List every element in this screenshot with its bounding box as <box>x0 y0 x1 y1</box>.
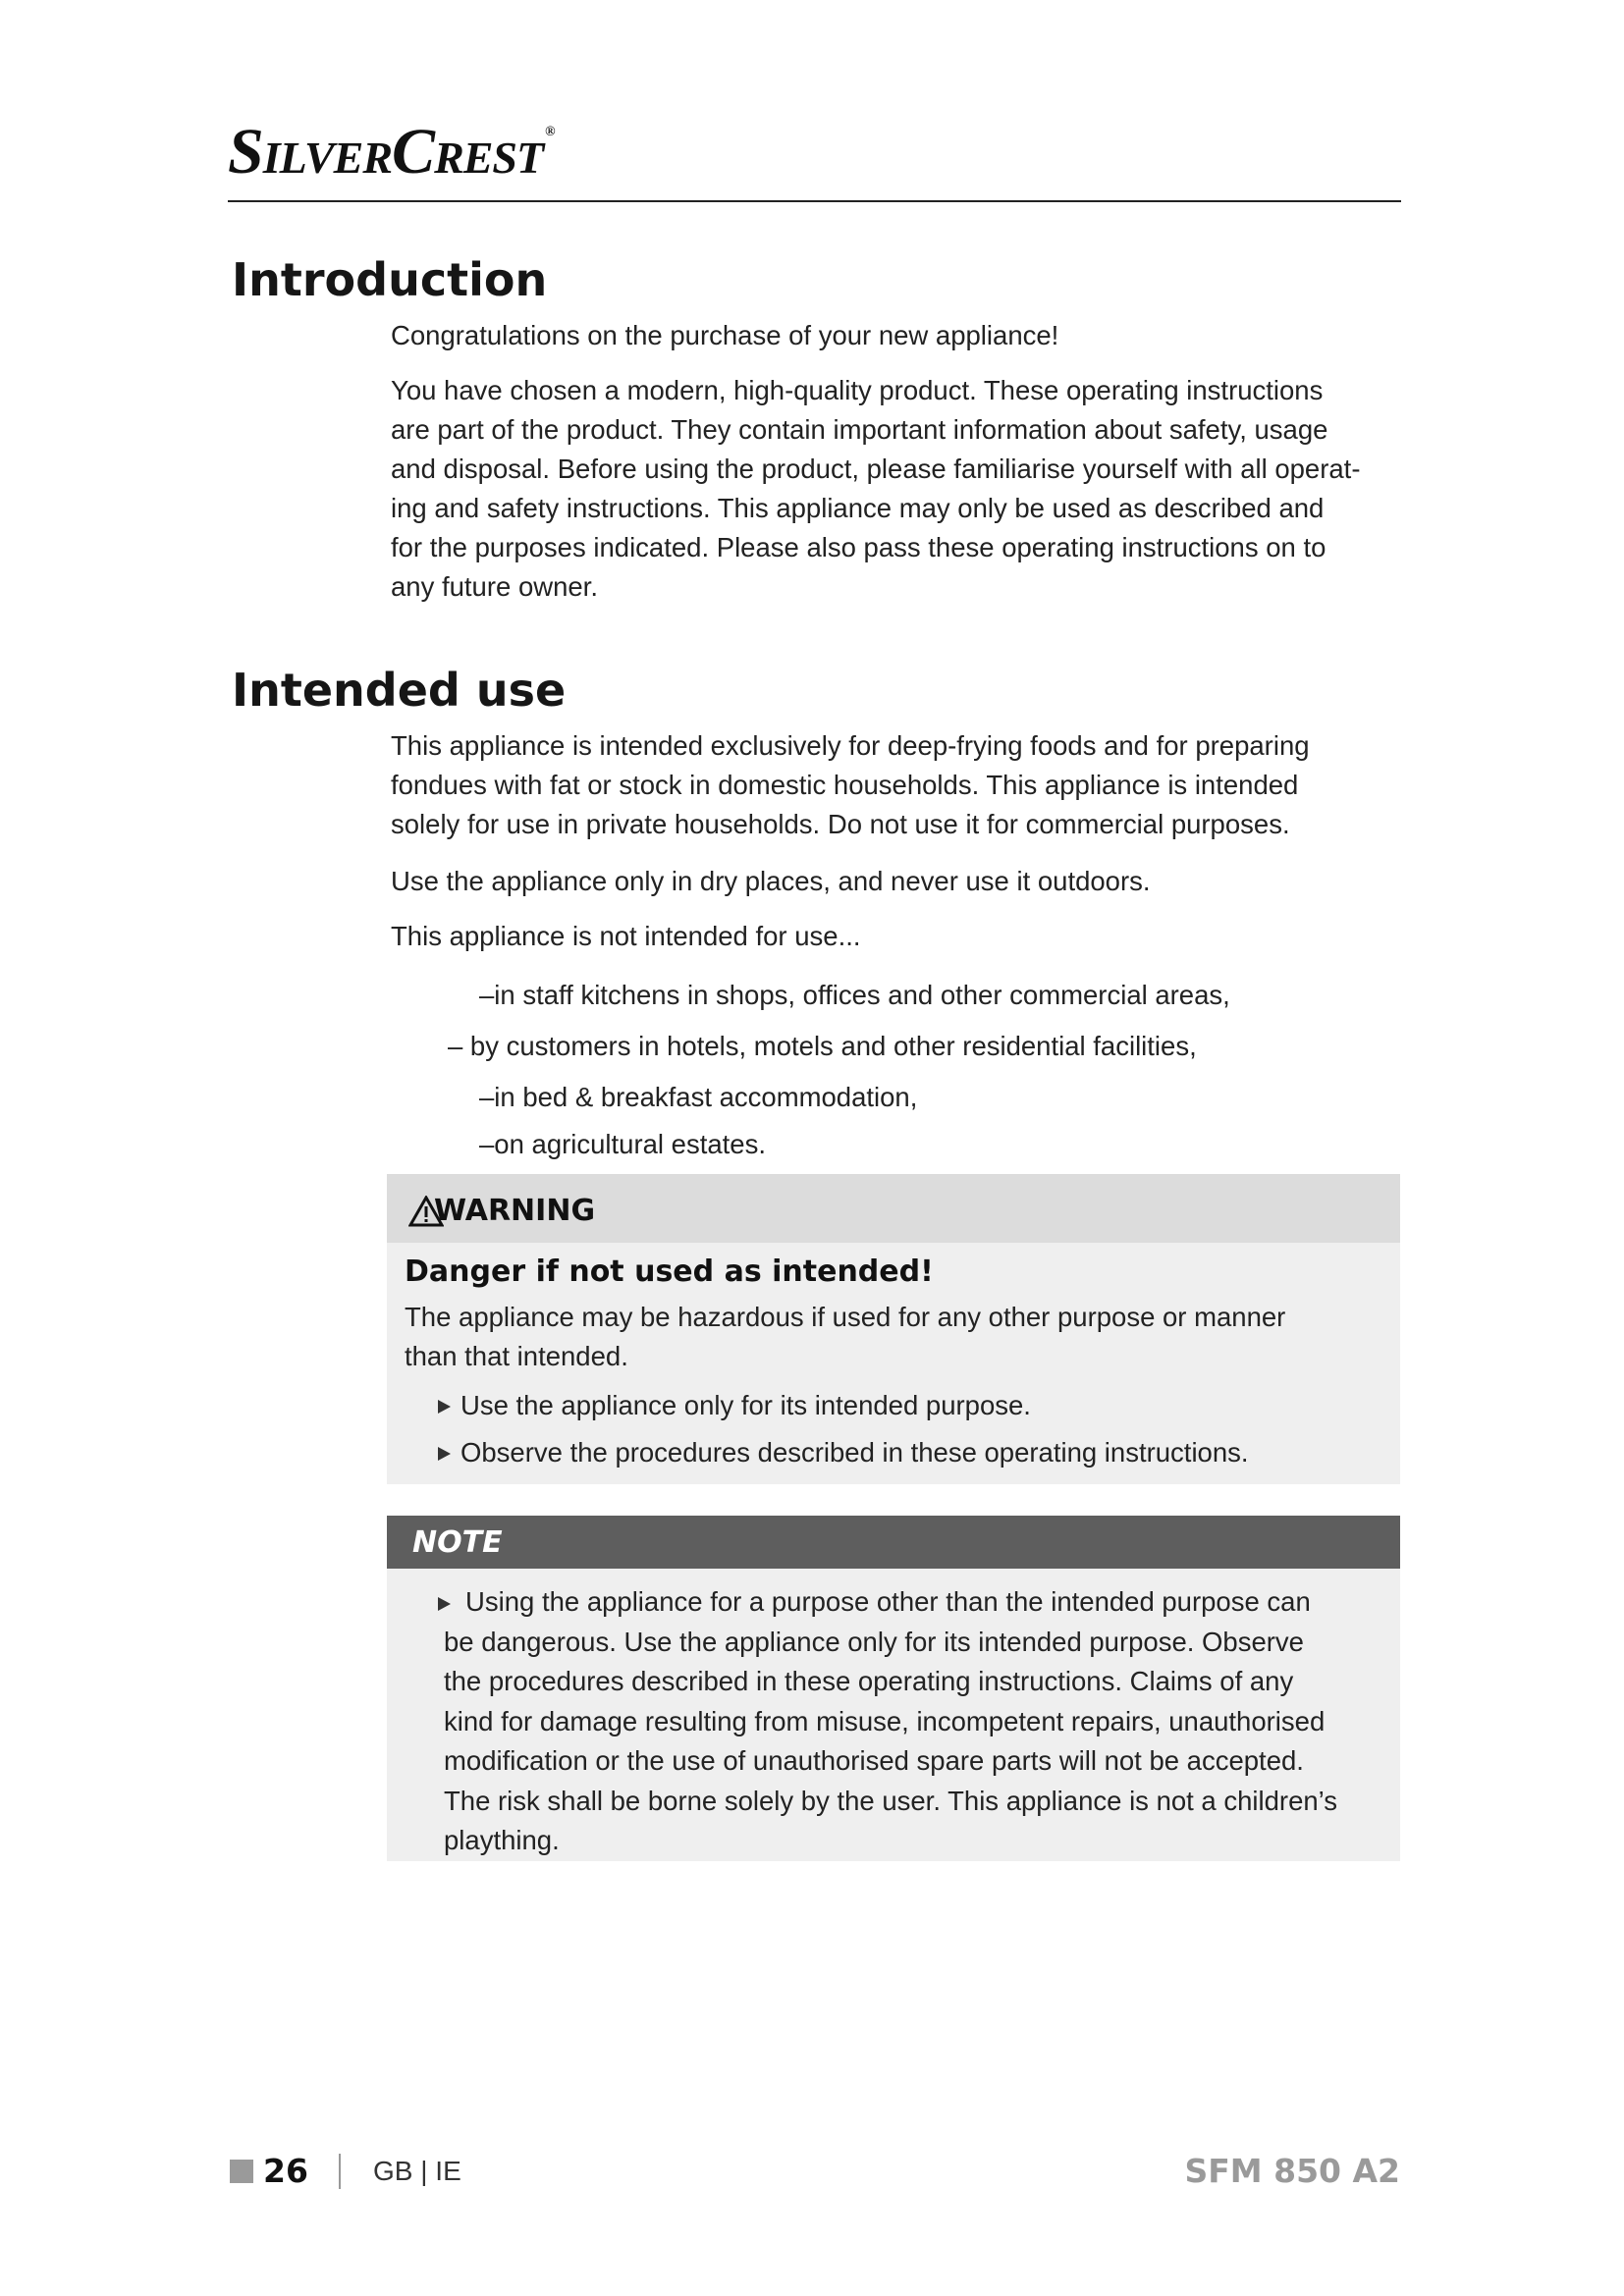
text-line: be dangerous. Use the appliance only for its intended purpose. Observe <box>444 1626 1304 1657</box>
bullet-arrow-icon <box>438 1447 451 1461</box>
text-line: and disposal. Before using the product, please familiarise yourself with all operat- <box>391 454 1361 484</box>
text-line: solely for use in private households. Do not use it for commercial purposes. <box>391 809 1290 839</box>
footer-language: GB | IE <box>373 2156 461 2186</box>
registered-mark: ® <box>545 125 555 139</box>
warning-subtitle: Danger if not used as intended! <box>405 1255 934 1289</box>
text-line: The appliance may be hazardous if used for any other purpose or manner <box>405 1302 1286 1332</box>
brand-logo: SilverCrest ® <box>228 116 555 187</box>
warning-title <box>408 1194 595 1228</box>
warning-bullet: Observe the procedures described in these operating instructions. <box>438 1433 1249 1472</box>
text-line: are part of the product. They contain important information about safety, usage <box>391 414 1328 445</box>
header-rule <box>228 200 1401 202</box>
use-paragraph-2: Use the appliance only in dry places, and never use it outdoors. <box>391 866 1151 896</box>
warning-text <box>405 1298 1367 1376</box>
use-paragraph-3: This appliance is not intended for use... <box>391 921 861 951</box>
dash-list-item: – by customers in hotels, motels and other residential facilities, <box>448 1031 1197 1061</box>
dash-list-item: –on agricultural estates. <box>479 1129 766 1159</box>
text-line: modification or the use of unauthorised spare parts will not be accepted. <box>444 1745 1304 1776</box>
note-box <box>387 1516 1400 1861</box>
note-title: NOTE <box>412 1525 503 1560</box>
text-line: the procedures described in these operating instructions. Claims of any <box>444 1666 1294 1696</box>
text-line: any future owner. <box>391 571 598 602</box>
note-text <box>444 1582 1367 1861</box>
text-line: This appliance is intended exclusively for deep-frying foods and for preparing <box>391 730 1310 761</box>
dash-list-item: –in bed & breakfast accommodation, <box>479 1082 918 1112</box>
text-line: ing and safety instructions. This appliance may only be used as described and <box>391 493 1325 523</box>
text-line: You have chosen a modern, high-quality product. These operating instructions <box>391 375 1324 405</box>
footer-model-number: SFM 850 A2 <box>1184 2152 1400 2190</box>
page-number: 26 <box>263 2152 308 2190</box>
warning-bullet: Use the appliance only for its intended purpose. <box>438 1386 1031 1425</box>
dash-list-item: –in staff kitchens in shops, offices and other commercial areas, <box>479 980 1230 1010</box>
intended-use-heading: Intended use <box>232 664 567 717</box>
note-header <box>387 1516 1400 1569</box>
introduction-heading: Introduction <box>232 253 548 306</box>
text-line: The risk shall be borne solely by the user. This appliance is not a children’s <box>444 1785 1338 1816</box>
bullet-arrow-icon <box>438 1400 451 1414</box>
intro-paragraph-2 <box>391 371 1407 607</box>
use-paragraph-1 <box>391 726 1407 844</box>
text-line: fondues with fat or stock in domestic households. This appliance is intended <box>391 770 1299 800</box>
warning-title-text: WARNING <box>434 1194 596 1228</box>
intro-paragraph-1: Congratulations on the purchase of your new appliance! <box>391 320 1059 350</box>
text-line: Using the appliance for a purpose other than the intended purpose can <box>465 1586 1311 1617</box>
footer-square-icon <box>230 2160 253 2183</box>
text-line: kind for damage resulting from misuse, incompetent repairs, unauthorised <box>444 1705 1326 1736</box>
text-line: than that intended. <box>405 1341 628 1371</box>
text-line: plaything. <box>444 1825 560 1855</box>
footer-divider <box>339 2154 341 2189</box>
text-line: for the purposes indicated. Please also pass these operating instructions on to <box>391 532 1326 562</box>
warning-box <box>387 1174 1400 1484</box>
